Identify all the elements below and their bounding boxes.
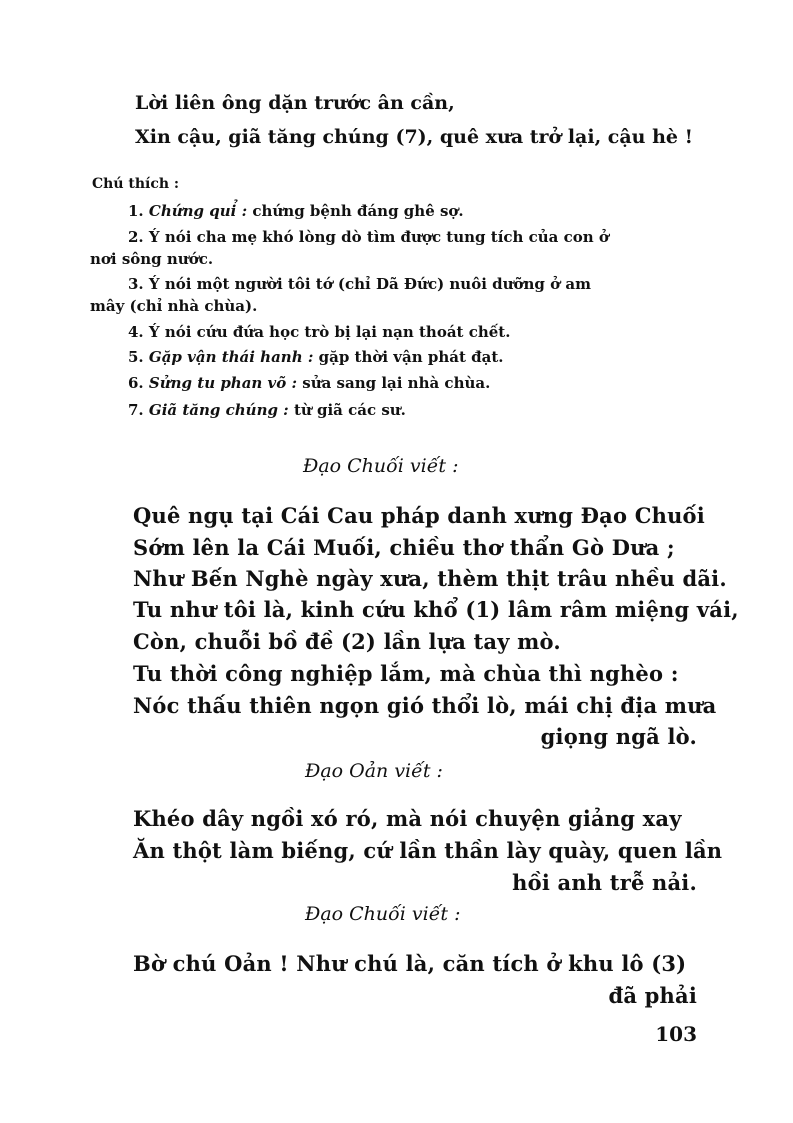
note-item: 7. Giã tăng chúng : từ giã các sư. bbox=[128, 401, 406, 419]
verse-line-continuation: đã phải bbox=[608, 983, 697, 1008]
verse-line: Còn, chuỗi bồ đề (2) lần lựa tay mò. bbox=[133, 629, 561, 654]
intro-line-2: Xin cậu, giã tăng chúng (7), quê xưa trở lại, cậu hè ! bbox=[135, 126, 693, 148]
intro-line-1: Lời liên ông dặn trước ân cần, bbox=[135, 92, 455, 114]
verse-line: Sớm lên la Cái Muối, chiều thơ thẩn Gò Dưa ; bbox=[133, 535, 675, 560]
note-item-continuation: nơi sông nước. bbox=[90, 250, 214, 268]
note-item: 5. Gặp vận thái hanh : gặp thời vận phát đạt. bbox=[128, 348, 504, 366]
verse-line: Khéo dây ngồi xó ró, mà nói chuyện giảng xay bbox=[133, 806, 682, 831]
verse-line: Ăn thột làm biếng, cứ lần thần lày quày, quen lần bbox=[133, 838, 723, 863]
verse-line: Tu thời công nghiệp lắm, mà chùa thì nghèo : bbox=[133, 661, 679, 686]
note-item: 2. Ý nói cha mẹ khó lòng dò tìm được tung tích của con ở bbox=[128, 228, 609, 246]
verse-line: Tu như tôi là, kinh cứu khổ (1) lâm râm miệng vái, bbox=[133, 597, 739, 622]
verse-line: Nóc thấu thiên ngọn gió thổi lò, mái chị địa mưa bbox=[133, 693, 717, 718]
verse-line-continuation: giọng ngã lò. bbox=[540, 724, 697, 749]
note-item: 4. Ý nói cứu đứa học trò bị lại nạn thoát chết. bbox=[128, 323, 511, 341]
verse-line: Như Bến Nghè ngày xưa, thèm thịt trâu nhều dãi. bbox=[133, 566, 727, 591]
notes-heading: Chú thích : bbox=[92, 176, 180, 192]
verse-line: Bờ chú Oản ! Như chú là, căn tích ở khu lô (3) bbox=[133, 951, 687, 976]
note-item-continuation: mây (chỉ nhà chùa). bbox=[90, 297, 258, 315]
verse-line-continuation: hồi anh trễ nải. bbox=[512, 870, 697, 895]
note-item: 3. Ý nói một người tôi tớ (chỉ Dã Đức) nuôi dưỡng ở am bbox=[128, 275, 591, 293]
page-number: 103 bbox=[655, 1022, 697, 1046]
note-item: 1. Chứng quỉ : chứng bệnh đáng ghê sợ. bbox=[128, 202, 464, 220]
section-heading: Đạo Chuối viết : bbox=[305, 903, 461, 925]
note-item: 6. Sửng tu phan võ : sửa sang lại nhà chùa. bbox=[128, 374, 491, 392]
section-heading: Đạo Oản viết : bbox=[305, 760, 443, 782]
section-heading: Đạo Chuối viết : bbox=[303, 455, 459, 477]
verse-line: Quê ngụ tại Cái Cau pháp danh xưng Đạo Chuối bbox=[133, 503, 705, 528]
